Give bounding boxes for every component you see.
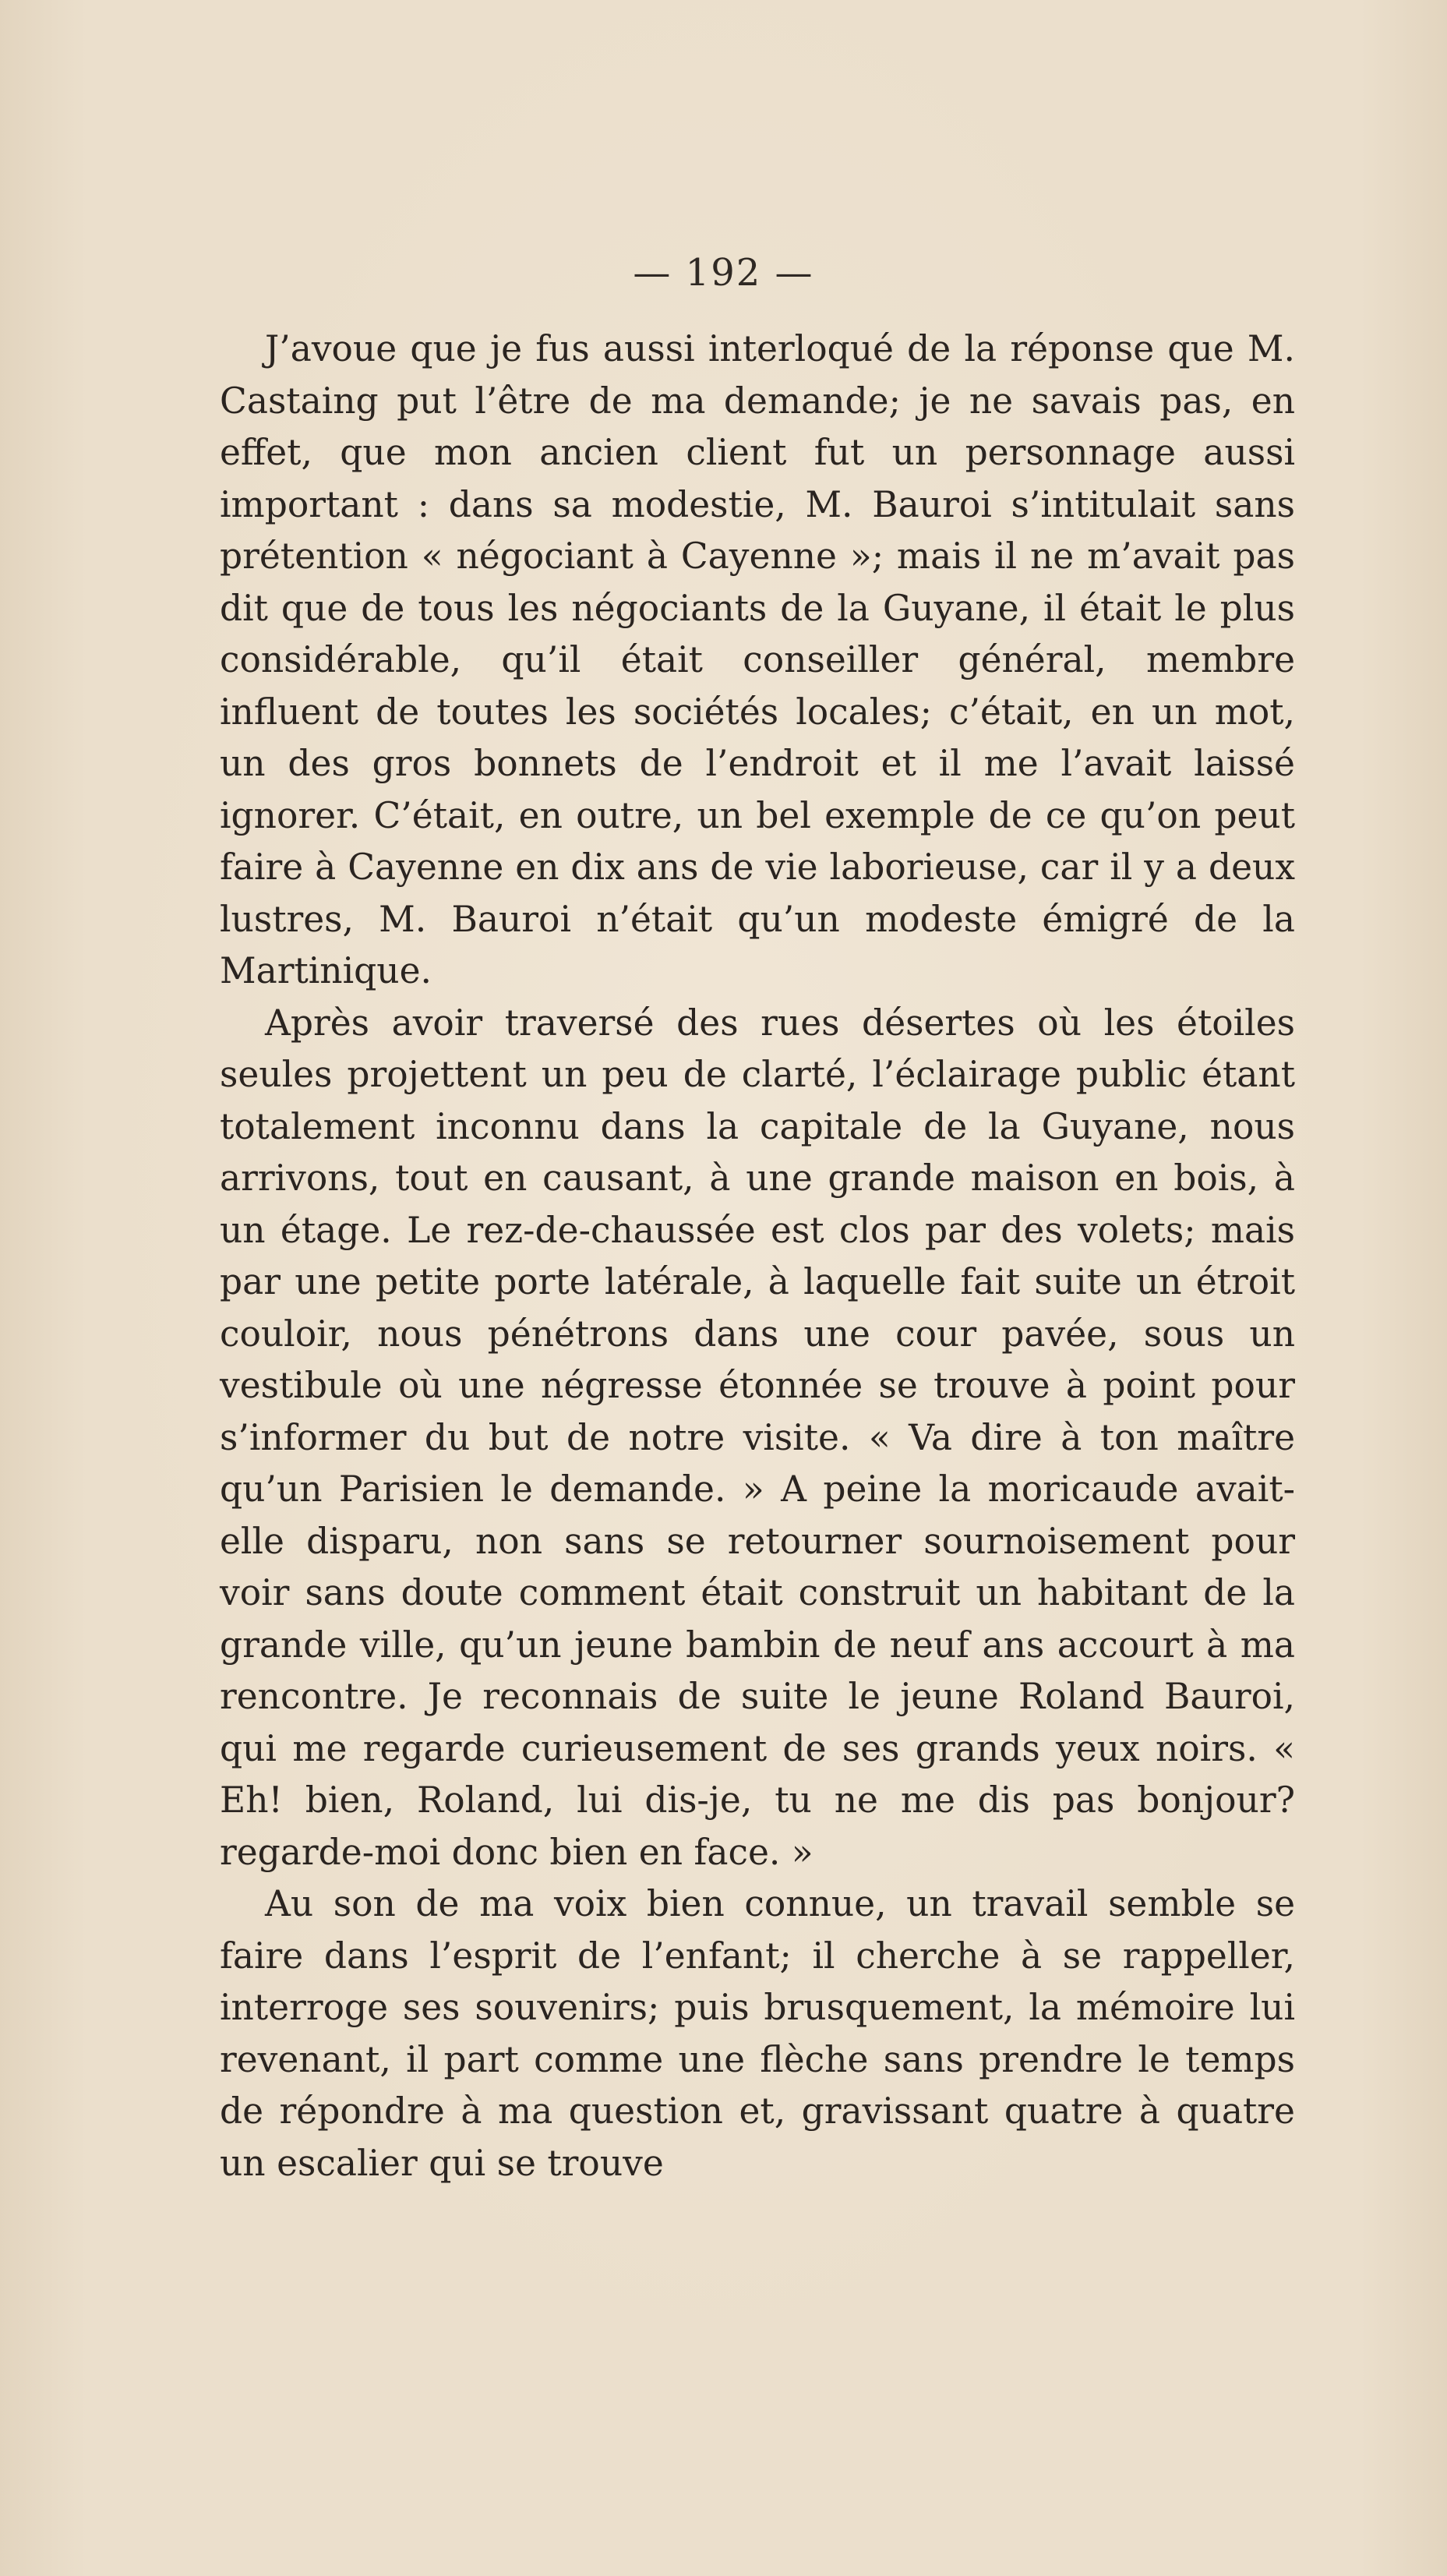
- paragraph-3: Au son de ma voix bien connue, un travail semble se faire dans l’esprit de l’enfant; il cherche à se rappeller, interroge ses souvenirs; puis brusquement, la mémoire lui revenant, il part comme une flèche sans prendre le temps de répondre à ma question et, gravissant quatre à quatre un escalier qui se trouve: [220, 1883, 1295, 2184]
- paragraph-2: Après avoir traversé des rues désertes où les étoiles seules projettent un peu de clarté, l’éclairage public étant totalement inconnu dans la capitale de la Guyane, nous arrivons, tout en causant, à une grande maison en bois, à un étage. Le rez-de-chaussée est clos par des volets; mais par une petite porte latérale, à laquelle fait suite un étroit couloir, nous pénétrons dans une cour pavée, sous un vestibule où une négresse étonnée se trouve à point pour s’informer du but de notre visite. « Va dire à ton maître qu’un Parisien le demande. » A peine la moricaude avait-elle disparu, non sans se retourner sournoisement pour voir sans doute comment était construit un habitant de la grande ville, qu’un jeune bambin de neuf ans accourt à ma rencontre. Je reconnais de suite le jeune Roland Bauroi, qui me regarde curieusement de ses grands yeux noirs. « Eh! bien, Roland, lui dis-je, tu ne me dis pas bonjour? regarde-moi donc bien en face. »: [220, 1002, 1295, 1873]
- body-text: [220, 323, 1295, 2189]
- paragraph-1: J’avoue que je fus aussi interloqué de la réponse que M. Castaing put l’être de ma demande; je ne savais pas, en effet, que mon ancien client fut un personnage aussi important : dans sa modestie, M. Bauroi s’intitulait sans prétention « négociant à Cayenne »; mais il ne m’avait pas dit que de tous les négociants de la Guyane, il était le plus considérable, qu’il était conseiller général, membre influent de toutes les sociétés locales; c’était, en un mot, un des gros bonnets de l’endroit et il me l’avait laissé ignorer. C’était, en outre, un bel exemple de ce qu’on peut faire à Cayenne en dix ans de vie laborieuse, car il y a deux lustres, M. Bauroi n’était qu’un modeste émigré de la Martinique.: [220, 328, 1295, 991]
- page-number: — 192 —: [633, 251, 814, 295]
